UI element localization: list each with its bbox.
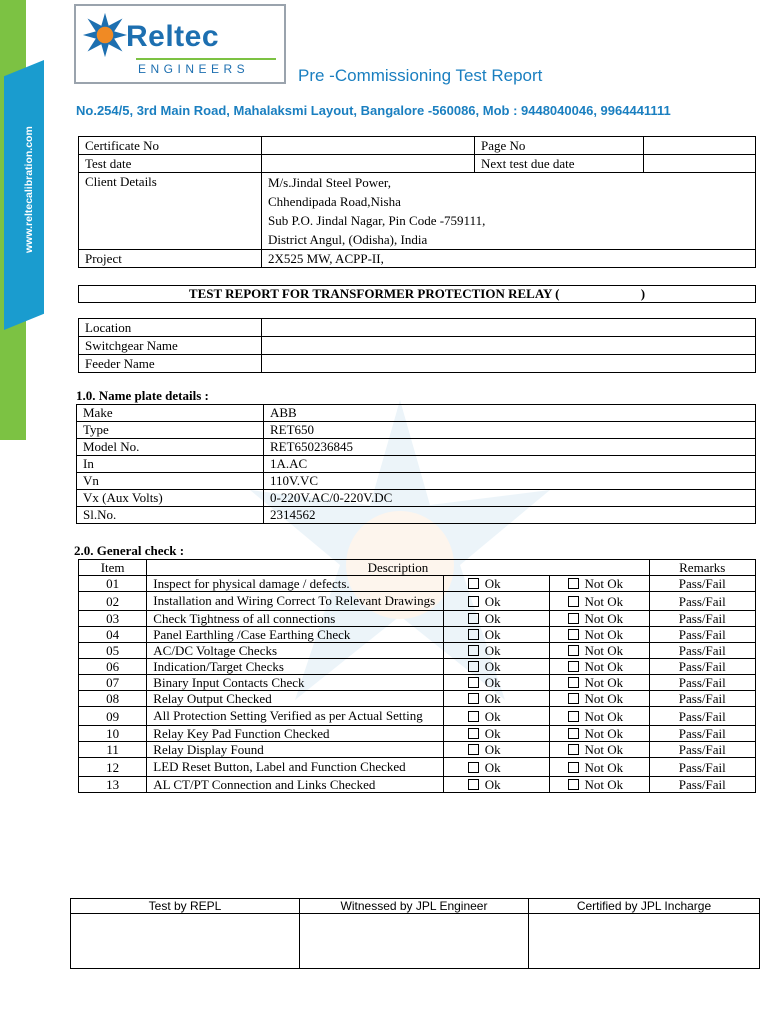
ok-checkbox[interactable] xyxy=(443,611,549,627)
item-description: Relay Output Checked xyxy=(147,691,443,707)
project-label: Project xyxy=(79,250,262,268)
ok-checkbox[interactable] xyxy=(443,592,549,611)
not-ok-label: Not Ok xyxy=(584,576,624,591)
table-row xyxy=(79,707,756,726)
item-number: 03 xyxy=(79,611,147,627)
logo-name: Reltec xyxy=(126,20,220,53)
client-line: Chhendipada Road,Nisha xyxy=(268,194,401,209)
checkbox-icon xyxy=(468,779,479,790)
item-remarks: Pass/Fail xyxy=(649,707,756,726)
ok-label: Ok xyxy=(484,759,501,775)
feeder-label: Feeder Name xyxy=(79,355,262,373)
table-row xyxy=(77,507,756,524)
checkbox-icon xyxy=(468,711,479,722)
checkbox-icon xyxy=(568,711,579,722)
ok-checkbox[interactable] xyxy=(443,627,549,643)
ok-label: Ok xyxy=(484,659,501,674)
ok-label: Ok xyxy=(484,777,501,792)
not-ok-checkbox[interactable] xyxy=(549,576,649,592)
not-ok-checkbox[interactable] xyxy=(549,659,649,675)
not-ok-label: Not Ok xyxy=(584,742,624,757)
col-item: Item xyxy=(79,560,147,576)
checkbox-icon xyxy=(568,762,579,773)
not-ok-label: Not Ok xyxy=(584,659,624,674)
table-row xyxy=(79,319,756,337)
table-row xyxy=(79,742,756,758)
checkbox-icon xyxy=(568,645,579,656)
ok-checkbox[interactable] xyxy=(443,691,549,707)
project-value: 2X525 MW, ACPP-II, xyxy=(262,250,756,268)
checkbox-icon xyxy=(468,645,479,656)
ok-checkbox[interactable] xyxy=(443,777,549,793)
table-row xyxy=(79,576,756,592)
item-number: 05 xyxy=(79,643,147,659)
nameplate-value: ABB xyxy=(264,405,756,422)
checkbox-icon xyxy=(468,629,479,640)
item-remarks: Pass/Fail xyxy=(649,777,756,793)
checkbox-icon xyxy=(468,728,479,739)
checkbox-icon xyxy=(468,744,479,755)
ok-checkbox[interactable] xyxy=(443,707,549,726)
company-logo xyxy=(74,4,286,84)
ok-checkbox[interactable] xyxy=(443,643,549,659)
checkbox-icon xyxy=(468,762,479,773)
item-number: 06 xyxy=(79,659,147,675)
item-description: Indication/Target Checks xyxy=(147,659,443,675)
nameplate-label: Vx (Aux Volts) xyxy=(77,490,264,507)
item-description: Inspect for physical damage / defects. xyxy=(147,576,443,592)
ok-checkbox[interactable] xyxy=(443,758,549,777)
header-table xyxy=(78,136,756,268)
sig-test-by: Test by REPL xyxy=(71,899,300,914)
client-line: Sub P.O. Jindal Nagar, Pin Code -759111, xyxy=(268,213,486,228)
item-description: AC/DC Voltage Checks xyxy=(147,643,443,659)
nameplate-value: RET650 xyxy=(264,422,756,439)
item-description: Panel Earthling /Case Earthing Check xyxy=(147,627,443,643)
location-label: Location xyxy=(79,319,262,337)
not-ok-checkbox[interactable] xyxy=(549,758,649,777)
not-ok-label: Not Ok xyxy=(584,611,624,626)
checkbox-icon xyxy=(468,613,479,624)
client-details xyxy=(262,173,756,250)
switchgear-value xyxy=(262,337,756,355)
checkbox-icon xyxy=(568,629,579,640)
checkbox-icon xyxy=(568,728,579,739)
not-ok-checkbox[interactable] xyxy=(549,611,649,627)
item-number: 13 xyxy=(79,777,147,793)
table-row xyxy=(77,422,756,439)
table-row xyxy=(79,659,756,675)
not-ok-label: Not Ok xyxy=(584,691,624,706)
not-ok-checkbox[interactable] xyxy=(549,777,649,793)
item-number: 12 xyxy=(79,758,147,777)
item-remarks: Pass/Fail xyxy=(649,758,756,777)
not-ok-checkbox[interactable] xyxy=(549,691,649,707)
checkbox-icon xyxy=(568,596,579,607)
logo-underline xyxy=(136,58,276,60)
sidebar-url: www.reltecalibration.com xyxy=(23,126,35,254)
col-description: Description xyxy=(147,560,649,576)
item-number: 11 xyxy=(79,742,147,758)
feeder-value xyxy=(262,355,756,373)
nameplate-label: Sl.No. xyxy=(77,507,264,524)
not-ok-checkbox[interactable] xyxy=(549,726,649,742)
nameplate-label: Vn xyxy=(77,473,264,490)
next-due-value xyxy=(644,155,756,173)
checkbox-icon xyxy=(468,661,479,672)
not-ok-checkbox[interactable] xyxy=(549,643,649,659)
table-row xyxy=(79,643,756,659)
item-remarks: Pass/Fail xyxy=(649,675,756,691)
client-label: Client Details xyxy=(79,173,262,250)
switchgear-label: Switchgear Name xyxy=(79,337,262,355)
ok-label: Ok xyxy=(484,593,501,609)
nameplate-label: In xyxy=(77,456,264,473)
sig-box-certify[interactable] xyxy=(529,914,760,969)
item-description: AL CT/PT Connection and Links Checked xyxy=(147,777,443,793)
table-row xyxy=(79,627,756,643)
page-label: Page No xyxy=(475,137,644,155)
report-title: Pre -Commissioning Test Report xyxy=(298,66,543,85)
nameplate-value: 0-220V.AC/0-220V.DC xyxy=(264,490,756,507)
not-ok-label: Not Ok xyxy=(584,726,624,741)
nameplate-label: Type xyxy=(77,422,264,439)
ok-label: Ok xyxy=(484,675,501,690)
not-ok-label: Not Ok xyxy=(584,593,624,609)
logo-star-icon xyxy=(82,12,128,58)
table-row xyxy=(79,611,756,627)
item-number: 02 xyxy=(79,592,147,611)
table-row xyxy=(79,592,756,611)
table-row xyxy=(79,691,756,707)
general-check-table xyxy=(78,559,756,793)
ok-label: Ok xyxy=(484,611,501,626)
ok-checkbox[interactable] xyxy=(443,659,549,675)
table-row xyxy=(79,675,756,691)
item-number: 10 xyxy=(79,726,147,742)
ok-checkbox[interactable] xyxy=(443,576,549,592)
test-date-label: Test date xyxy=(79,155,262,173)
item-remarks: Pass/Fail xyxy=(649,726,756,742)
ok-label: Ok xyxy=(484,726,501,741)
nameplate-label: Make xyxy=(77,405,264,422)
item-number: 08 xyxy=(79,691,147,707)
table-header-row xyxy=(79,560,756,576)
not-ok-label: Not Ok xyxy=(584,759,624,775)
general-heading: 2.0. General check : xyxy=(74,543,185,558)
item-remarks: Pass/Fail xyxy=(649,643,756,659)
item-number: 01 xyxy=(79,576,147,592)
item-description: Relay Display Found xyxy=(147,742,443,758)
item-remarks: Pass/Fail xyxy=(649,576,756,592)
sig-box-witness[interactable] xyxy=(300,914,529,969)
sig-witnessed-by: Witnessed by JPL Engineer xyxy=(300,899,529,914)
item-remarks: Pass/Fail xyxy=(649,691,756,707)
ok-label: Ok xyxy=(484,627,501,642)
certificate-label: Certificate No xyxy=(79,137,262,155)
item-remarks: Pass/Fail xyxy=(649,592,756,611)
nameplate-value: 110V.VC xyxy=(264,473,756,490)
checkbox-icon xyxy=(568,744,579,755)
logo-subtitle: ENGINEERS xyxy=(138,62,250,76)
checkbox-icon xyxy=(568,693,579,704)
nameplate-table xyxy=(76,404,756,524)
checkbox-icon xyxy=(568,613,579,624)
not-ok-label: Not Ok xyxy=(584,777,624,792)
item-number: 09 xyxy=(79,707,147,726)
item-description: Installation and Wiring Correct To Relevant Drawings xyxy=(147,592,443,611)
checkbox-icon xyxy=(468,693,479,704)
certificate-value xyxy=(262,137,475,155)
table-row xyxy=(79,726,756,742)
not-ok-label: Not Ok xyxy=(584,675,624,690)
nameplate-label: Model No. xyxy=(77,439,264,456)
item-description: Check Tightness of all connections xyxy=(147,611,443,627)
not-ok-label: Not Ok xyxy=(584,627,624,642)
item-number: 04 xyxy=(79,627,147,643)
next-due-label: Next test due date xyxy=(475,155,644,173)
item-remarks: Pass/Fail xyxy=(649,659,756,675)
table-row xyxy=(79,337,756,355)
sig-box-test[interactable] xyxy=(71,914,300,969)
table-row xyxy=(77,439,756,456)
signature-table xyxy=(70,898,760,969)
ok-label: Ok xyxy=(484,742,501,757)
item-description: LED Reset Button, Label and Function Checked xyxy=(147,758,443,777)
table-row xyxy=(79,758,756,777)
company-address: No.254/5, 3rd Main Road, Mahalaksmi Layout, Bangalore -560086, Mob : 9448040046, 9964441111 xyxy=(76,103,671,118)
checkbox-icon xyxy=(568,578,579,589)
checkbox-icon xyxy=(568,661,579,672)
nameplate-heading: 1.0. Name plate details : xyxy=(76,388,209,403)
table-row xyxy=(77,405,756,422)
location-table xyxy=(78,318,756,373)
not-ok-checkbox[interactable] xyxy=(549,592,649,611)
client-line: M/s.Jindal Steel Power, xyxy=(268,175,391,190)
ok-checkbox[interactable] xyxy=(443,675,549,691)
ok-label: Ok xyxy=(484,643,501,658)
ok-checkbox[interactable] xyxy=(443,726,549,742)
item-remarks: Pass/Fail xyxy=(649,611,756,627)
table-row xyxy=(79,777,756,793)
ok-label: Ok xyxy=(484,708,501,724)
col-remarks: Remarks xyxy=(649,560,756,576)
not-ok-label: Not Ok xyxy=(584,643,624,658)
nameplate-value: 1A.AC xyxy=(264,456,756,473)
not-ok-label: Not Ok xyxy=(584,708,624,724)
nameplate-value: 2314562 xyxy=(264,507,756,524)
ok-label: Ok xyxy=(484,576,501,591)
item-number: 07 xyxy=(79,675,147,691)
checkbox-icon xyxy=(468,578,479,589)
not-ok-checkbox[interactable] xyxy=(549,707,649,726)
checkbox-icon xyxy=(568,677,579,688)
checkbox-icon xyxy=(468,596,479,607)
checkbox-icon xyxy=(468,677,479,688)
not-ok-checkbox[interactable] xyxy=(549,627,649,643)
ok-label: Ok xyxy=(484,691,501,706)
table-row xyxy=(77,456,756,473)
item-description: Binary Input Contacts Check xyxy=(147,675,443,691)
not-ok-checkbox[interactable] xyxy=(549,675,649,691)
item-description: Relay Key Pad Function Checked xyxy=(147,726,443,742)
not-ok-checkbox[interactable] xyxy=(549,742,649,758)
item-remarks: Pass/Fail xyxy=(649,627,756,643)
checkbox-icon xyxy=(568,779,579,790)
item-remarks: Pass/Fail xyxy=(649,742,756,758)
ok-checkbox[interactable] xyxy=(443,742,549,758)
client-line: District Angul, (Odisha), India xyxy=(268,232,428,247)
sig-certified-by: Certified by JPL Incharge xyxy=(529,899,760,914)
table-row xyxy=(77,490,756,507)
nameplate-value: RET650236845 xyxy=(264,439,756,456)
report-banner: TEST REPORT FOR TRANSFORMER PROTECTION RELAY ( ) xyxy=(78,285,756,303)
test-date-value xyxy=(262,155,475,173)
page-value xyxy=(644,137,756,155)
table-row xyxy=(77,473,756,490)
item-description: All Protection Setting Verified as per Actual Setting xyxy=(147,707,443,726)
table-row xyxy=(79,355,756,373)
location-value xyxy=(262,319,756,337)
